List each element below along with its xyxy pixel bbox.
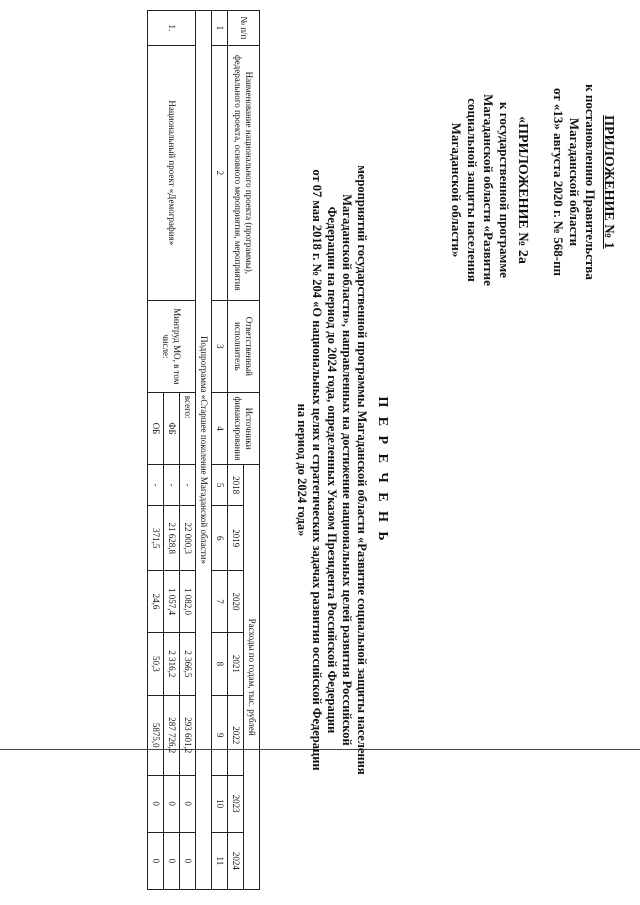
heading-line: мероприятий государственной программы Магаданской области «Развитие социальной защиты населения (355, 165, 369, 775)
header-year: 2018 (228, 465, 244, 506)
value-cell: 0 (180, 832, 196, 889)
header-year: 2024 (228, 832, 244, 889)
appendix-2a-line: Магаданской области «Развитие (481, 94, 496, 286)
value-cell: 287 726,2 (164, 695, 180, 775)
col-number: 11 (212, 832, 228, 889)
value-cell: 5875,0 (148, 695, 164, 775)
source-cell: ОБ (148, 392, 164, 464)
appendix-2a-line: к государственной программе (497, 102, 512, 278)
value-cell: 21 628,8 (164, 506, 180, 571)
project-name: Национальный проект «Демография» (148, 45, 196, 300)
table-header-row (244, 11, 260, 890)
value-cell: - (148, 465, 164, 506)
header-expenses: Расходы по годам, тыс. рублей (244, 465, 260, 890)
measures-table (147, 10, 260, 890)
value-cell: - (164, 465, 180, 506)
col-number: 5 (212, 465, 228, 506)
appendix-1-line: Магаданской области (567, 117, 582, 247)
col-number: 4 (212, 392, 228, 464)
appendix-2a-block (448, 40, 530, 340)
value-cell: 0 (180, 775, 196, 832)
source-cell: всего: (180, 392, 196, 464)
source-cell: ФБ (164, 392, 180, 464)
value-cell: 0 (148, 775, 164, 832)
col-number: 9 (212, 695, 228, 775)
value-cell: 0 (148, 832, 164, 889)
header-year: 2021 (228, 632, 244, 695)
heading-line: на период до 2024 года» (295, 403, 309, 537)
value-cell: 1 057,4 (164, 571, 180, 632)
header-source: Источники финансирования (228, 392, 260, 464)
appendix-1-block (550, 32, 616, 332)
column-number-row (212, 11, 228, 890)
header-executor: Ответственный исполнитель (228, 300, 260, 392)
value-cell: 2 316,2 (164, 632, 180, 695)
document-heading (294, 120, 390, 820)
value-cell: 22 000,3 (180, 506, 196, 571)
appendix-2a-line: Магаданской области» (449, 122, 464, 258)
value-cell: - (180, 465, 196, 506)
value-cell: 50,3 (148, 632, 164, 695)
document-title: П Е Р Е Ч Е Н Ь (375, 396, 390, 544)
header-year: 2019 (228, 506, 244, 571)
value-cell: 24,6 (148, 571, 164, 632)
appendix-2a-line: социальной защиты населения (465, 98, 480, 282)
value-cell: 0 (164, 775, 180, 832)
value-cell: 2 366,5 (180, 632, 196, 695)
heading-line: Федерации на период до 2024 года, определенных Указом Президента Российской Федерации (325, 206, 339, 734)
header-name: Наименование национального проекта (программы), федерального проекта, основного мероприятия, мероприятия (228, 45, 260, 300)
col-number: 10 (212, 775, 228, 832)
col-number: 6 (212, 506, 228, 571)
subprogram-row (196, 11, 212, 890)
appendix-2a-title: «ПРИЛОЖЕНИЕ № 2а (515, 116, 530, 264)
appendix-1-title: ПРИЛОЖЕНИЕ № 1 (601, 115, 616, 249)
header-year: 2022 (228, 695, 244, 775)
project-num: 1. (148, 11, 196, 46)
appendix-1-line: к постановлению Правительства (583, 84, 598, 280)
value-cell: 293 601,2 (180, 695, 196, 775)
header-year: 2020 (228, 571, 244, 632)
heading-line: Магаданской области», направленных на достижение национальных целей развития Российской (340, 194, 354, 746)
table-row (180, 11, 196, 890)
value-cell: 1 082,0 (180, 571, 196, 632)
header-year: 2023 (228, 775, 244, 832)
value-cell: 371,5 (148, 506, 164, 571)
heading-line: от 07 мая 2018 г. № 204 «О национальных целях и стратегических задачах развития оссийской Федерации (310, 169, 324, 771)
col-number: 1 (212, 11, 228, 46)
project-executor: Минтруд МО, в том числе: (148, 300, 196, 392)
header-num: № п/п (228, 11, 260, 46)
col-number: 7 (212, 571, 228, 632)
col-number: 8 (212, 632, 228, 695)
subprogram-title: Подпрограмма «Старшее поколение Магаданской области» (196, 11, 212, 890)
appendix-1-line: от «13» августа 2020 г. № 568-пп (551, 87, 566, 277)
value-cell: 0 (164, 832, 180, 889)
col-number: 2 (212, 45, 228, 300)
col-number: 3 (212, 300, 228, 392)
